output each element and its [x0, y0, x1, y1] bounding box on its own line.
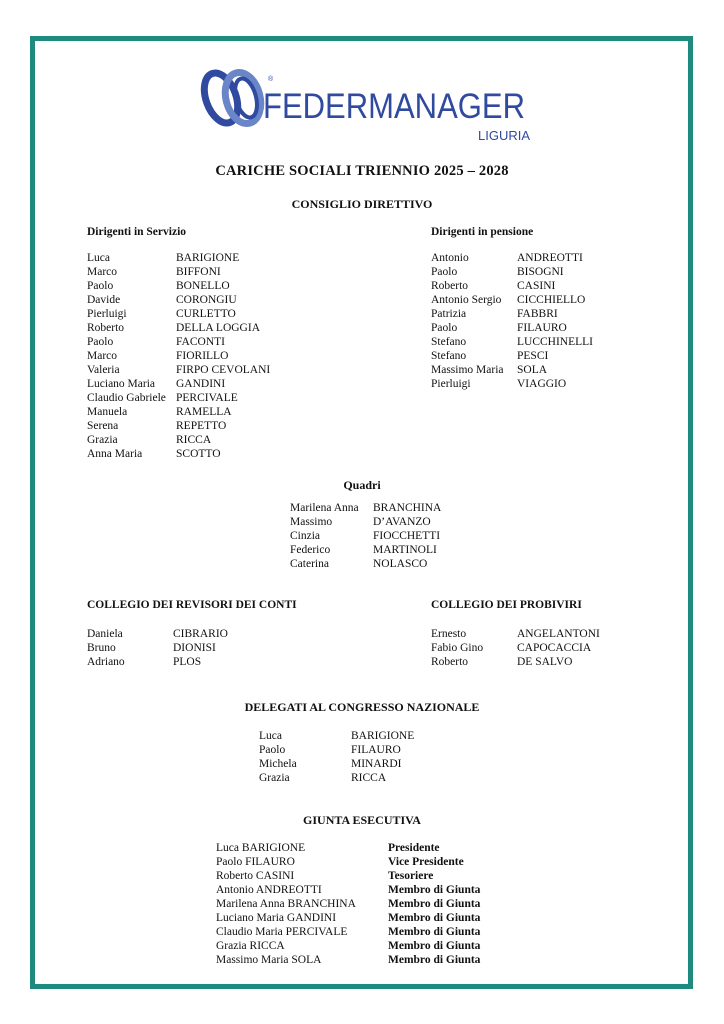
row-first-cell: Federico	[290, 544, 331, 556]
row-first-cell: Luciano Maria GANDINI	[216, 912, 337, 924]
page-title: CARICHE SOCIALI TRIENNIO 2025 – 2028	[215, 163, 509, 179]
row-first-cell: Roberto	[87, 322, 125, 334]
row-second-cell: NOLASCO	[373, 558, 428, 570]
list-row	[87, 251, 270, 265]
row-first-cell: Serena	[87, 420, 119, 432]
row-first-cell: Marilena Anna	[290, 502, 359, 514]
row-first-cell: Claudio Maria PERCIVALE	[216, 926, 348, 938]
list-row	[216, 911, 480, 925]
list-row	[87, 627, 228, 641]
row-first-cell: Pierluigi	[431, 378, 471, 390]
list-row	[290, 515, 441, 529]
row-first-cell: Daniela	[87, 628, 123, 640]
row-first-cell: Luca	[259, 730, 282, 742]
giunta-heading: GIUNTA ESECUTIVA	[303, 813, 421, 827]
row-first-cell: Bruno	[87, 642, 116, 654]
row-second-cell: Membro di Giunta	[388, 898, 481, 910]
list-row	[87, 405, 270, 419]
list-row	[216, 855, 480, 869]
list-row	[216, 883, 480, 897]
row-first-cell: Paolo	[87, 280, 114, 292]
row-second-cell: Membro di Giunta	[388, 884, 481, 896]
logo-region: LIGURIA	[478, 128, 531, 143]
row-first-cell: Grazia	[87, 434, 118, 446]
row-second-cell: GANDINI	[176, 378, 226, 390]
list-row	[216, 939, 480, 953]
quadri-heading: Quadri	[343, 478, 381, 492]
row-second-cell: Membro di Giunta	[388, 926, 481, 938]
row-second-cell: D’AVANZO	[373, 516, 431, 528]
list-row	[431, 655, 600, 669]
row-second-cell: PESCI	[517, 350, 549, 362]
list-row	[431, 293, 593, 307]
row-first-cell: Claudio Gabriele	[87, 392, 166, 404]
row-second-cell: ANGELANTONI	[517, 628, 600, 640]
list-row	[87, 321, 270, 335]
list-row	[216, 841, 480, 855]
list-row	[87, 279, 270, 293]
row-first-cell: Luca	[87, 252, 110, 264]
list-row	[290, 557, 441, 571]
row-first-cell: Luciano Maria	[87, 378, 156, 390]
pensione-list	[431, 251, 593, 391]
row-second-cell: REPETTO	[176, 420, 227, 432]
row-second-cell: CORONGIU	[176, 294, 237, 306]
row-second-cell: CURLETTO	[176, 308, 236, 320]
row-second-cell: FIRPO CEVOLANI	[176, 364, 271, 376]
row-second-cell: RAMELLA	[176, 406, 232, 418]
consiglio-heading: CONSIGLIO DIRETTIVO	[291, 197, 433, 211]
row-second-cell: BRANCHINA	[373, 502, 442, 514]
list-row	[431, 641, 600, 655]
quadri-list	[290, 501, 441, 571]
row-first-cell: Michela	[259, 758, 297, 770]
revisori-list	[87, 627, 228, 669]
list-row	[87, 641, 228, 655]
row-second-cell: LUCCHINELLI	[517, 336, 594, 348]
list-row	[431, 279, 593, 293]
row-second-cell: RICCA	[176, 434, 212, 446]
row-first-cell: Paolo	[259, 744, 286, 756]
row-first-cell: Paolo	[431, 322, 458, 334]
row-second-cell: SOLA	[517, 364, 548, 376]
row-first-cell: Stefano	[431, 350, 467, 362]
row-first-cell: Adriano	[87, 656, 125, 668]
row-second-cell: ANDREOTTI	[517, 252, 583, 264]
row-first-cell: Luca BARIGIONE	[216, 842, 306, 854]
row-second-cell: CIBRARIO	[173, 628, 228, 640]
row-first-cell: Marco	[87, 350, 118, 362]
list-row	[431, 627, 600, 641]
list-row	[431, 377, 593, 391]
list-row	[87, 307, 270, 321]
list-row	[259, 743, 414, 757]
row-second-cell: CASINI	[517, 280, 556, 292]
row-first-cell: Cinzia	[290, 530, 321, 542]
row-first-cell: Pierluigi	[87, 308, 127, 320]
list-row	[290, 529, 441, 543]
row-second-cell: MARTINOLI	[373, 544, 437, 556]
row-second-cell: FILAURO	[351, 744, 401, 756]
row-second-cell: Presidente	[388, 842, 440, 854]
probiviri-heading: COLLEGIO DEI PROBIVIRI	[431, 599, 582, 611]
row-second-cell: BIFFONI	[176, 266, 221, 278]
list-row	[87, 655, 228, 669]
list-row	[290, 543, 441, 557]
row-first-cell: Massimo Maria	[431, 364, 504, 376]
list-row	[431, 335, 593, 349]
row-second-cell: FIOCCHETTI	[373, 530, 441, 542]
row-first-cell: Antonio	[431, 252, 469, 264]
row-first-cell: Patrizia	[431, 308, 467, 320]
row-first-cell: Anna Maria	[87, 448, 143, 460]
row-second-cell: Membro di Giunta	[388, 940, 481, 952]
row-second-cell: CAPOCACCIA	[517, 642, 592, 654]
list-row	[87, 419, 270, 433]
pensione-heading: Dirigenti in pensione	[431, 226, 534, 238]
delegati-heading: DELEGATI AL CONGRESSO NAZIONALE	[244, 700, 480, 714]
row-first-cell: Marilena Anna BRANCHINA	[216, 898, 356, 910]
row-first-cell: Ernesto	[431, 628, 467, 640]
list-row	[216, 925, 480, 939]
list-row	[259, 729, 414, 743]
row-second-cell: BARIGIONE	[176, 252, 240, 264]
list-row	[431, 363, 593, 377]
row-first-cell: Massimo Maria SOLA	[216, 954, 322, 966]
row-second-cell: Tesoriere	[388, 870, 434, 882]
list-row	[431, 251, 593, 265]
row-second-cell: Membro di Giunta	[388, 912, 481, 924]
row-second-cell: BARIGIONE	[351, 730, 415, 742]
row-second-cell: FIORILLO	[176, 350, 229, 362]
list-row	[87, 265, 270, 279]
servizio-list	[87, 251, 270, 461]
list-row	[431, 321, 593, 335]
row-second-cell: MINARDI	[351, 758, 402, 770]
row-second-cell: DIONISI	[173, 642, 216, 654]
giunta-list	[216, 841, 480, 967]
row-first-cell: Roberto	[431, 656, 469, 668]
list-row	[87, 363, 270, 377]
list-row	[87, 433, 270, 447]
row-second-cell: BISOGNI	[517, 266, 564, 278]
federmanager-logo	[199, 62, 529, 148]
list-row	[431, 349, 593, 363]
row-first-cell: Antonio Sergio	[431, 294, 502, 306]
row-second-cell: DE SALVO	[517, 656, 573, 668]
row-second-cell: PLOS	[173, 656, 202, 668]
row-first-cell: Paolo FILAURO	[216, 856, 295, 868]
delegati-list	[259, 729, 414, 785]
row-first-cell: Roberto	[431, 280, 469, 292]
list-row	[87, 293, 270, 307]
row-first-cell: Valeria	[87, 364, 120, 376]
row-second-cell: VIAGGIO	[517, 378, 567, 390]
row-second-cell: FILAURO	[517, 322, 567, 334]
row-first-cell: Marco	[87, 266, 118, 278]
svg-text:®: ®	[268, 76, 274, 83]
row-second-cell: DELLA LOGGIA	[176, 322, 260, 334]
row-first-cell: Massimo	[290, 516, 333, 528]
list-row	[290, 501, 441, 515]
row-second-cell: FABBRI	[517, 308, 558, 320]
probiviri-list	[431, 627, 600, 669]
list-row	[216, 897, 480, 911]
row-first-cell: Manuela	[87, 406, 128, 418]
row-first-cell: Antonio ANDREOTTI	[216, 884, 322, 896]
row-first-cell: Paolo	[431, 266, 458, 278]
servizio-heading: Dirigenti in Servizio	[87, 226, 187, 238]
row-first-cell: Stefano	[431, 336, 467, 348]
row-second-cell: FACONTI	[176, 336, 225, 348]
list-row	[216, 953, 480, 967]
row-first-cell: Davide	[87, 294, 121, 306]
list-row	[259, 757, 414, 771]
list-row	[87, 377, 270, 391]
list-row	[87, 349, 270, 363]
logo-wordmark: FEDERMANAGER	[263, 87, 525, 126]
list-row	[87, 447, 270, 461]
row-first-cell: Fabio Gino	[431, 642, 484, 654]
row-first-cell: Grazia	[259, 772, 290, 784]
row-first-cell: Caterina	[290, 558, 329, 570]
list-row	[259, 771, 414, 785]
list-row	[216, 869, 480, 883]
row-second-cell: PERCIVALE	[176, 392, 238, 404]
list-row	[87, 391, 270, 405]
row-second-cell: CICCHIELLO	[517, 294, 586, 306]
row-second-cell: Membro di Giunta	[388, 954, 481, 966]
row-second-cell: RICCA	[351, 772, 387, 784]
list-row	[431, 307, 593, 321]
row-first-cell: Paolo	[87, 336, 114, 348]
revisori-heading: COLLEGIO DEI REVISORI DEI CONTI	[87, 599, 297, 611]
row-second-cell: SCOTTO	[176, 448, 221, 460]
list-row	[431, 265, 593, 279]
row-second-cell: Vice Presidente	[388, 856, 464, 868]
row-first-cell: Grazia RICCA	[216, 940, 285, 952]
row-first-cell: Roberto CASINI	[216, 870, 295, 882]
list-row	[87, 335, 270, 349]
row-second-cell: BONELLO	[176, 280, 230, 292]
